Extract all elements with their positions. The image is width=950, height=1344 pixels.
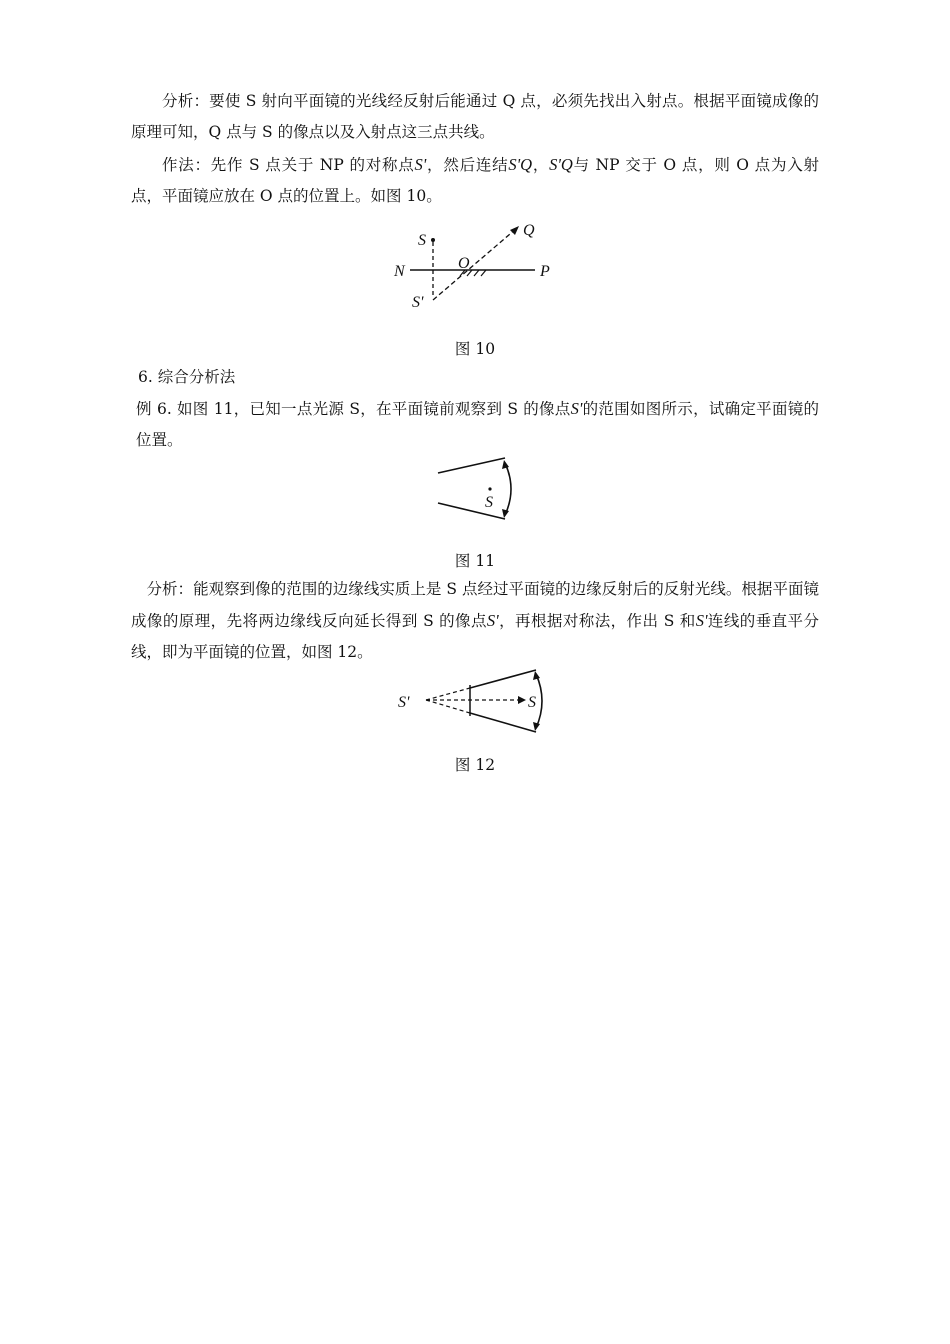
label-s-fig11: S <box>485 494 493 511</box>
edge-top-fig12 <box>470 670 536 688</box>
arc-arrow-bottom <box>502 509 509 518</box>
example-text-a: 例 6. 如图 11，已知一点光源 S，在平面镜前观察到 S 的像点 <box>136 400 571 418</box>
symbol-s-prime-an-2: S' <box>695 611 708 630</box>
analysis2-text-c: 连线的垂直平分线，即为平面镜的位置，如图 12。 <box>131 612 819 661</box>
figure-10-diagram <box>390 218 560 313</box>
mirror-hatch-4 <box>481 270 486 276</box>
method-paragraph <box>131 149 819 212</box>
analysis-paragraph-1: 分析：要使 S 射向平面镜的光线经反射后能通过 Q 点，必须先找出入射点。根据平面镜成像的原理可知，Q 点与 S 的像点以及入射点这三点共线。 <box>131 92 819 141</box>
figure-10-caption: 图 10 <box>454 340 496 358</box>
mirror-hatch-3 <box>474 270 479 276</box>
section-heading-6: 6. 综合分析法 <box>138 368 236 386</box>
symbol-s-prime-q-2: S'Q <box>549 155 573 174</box>
label-n: N <box>394 263 405 280</box>
symbol-s-prime-q: S'Q <box>508 155 533 174</box>
point-s-fig11 <box>488 487 491 490</box>
symbol-s-prime-an: S' <box>486 611 499 630</box>
edge-bottom-fig12 <box>470 713 536 732</box>
axis-arrowhead <box>518 696 526 704</box>
label-p: P <box>540 263 550 280</box>
label-s-fig12: S <box>528 694 536 711</box>
label-s-prime: S' <box>412 294 424 311</box>
edge-line-bottom <box>438 503 505 519</box>
method-text-c: ， <box>532 156 550 174</box>
figure-12-diagram <box>398 665 553 737</box>
example-text-b: 的范围如图所示，试确定平面镜的位置。 <box>136 400 819 449</box>
method-text-d: 与 NP 交于 O 点，则 O 点为入射点，平面镜应放在 O 点的位置上。如图 10。 <box>131 156 819 205</box>
symbol-s-prime: S' <box>414 155 427 174</box>
dash-lower <box>426 700 470 713</box>
analysis-paragraph-2 <box>131 574 819 668</box>
label-s: S <box>418 232 426 249</box>
point-s <box>431 238 435 242</box>
arc-arrow-top-fig12 <box>533 671 540 680</box>
range-arc-fig12 <box>536 674 542 728</box>
analysis2-text-b: ，再根据对称法，作出 S 和 <box>498 612 696 630</box>
figure-11-diagram <box>435 455 525 525</box>
example-6-paragraph <box>136 393 819 456</box>
range-arc <box>505 463 511 515</box>
figure-11-caption: 图 11 <box>454 552 496 570</box>
label-o: O <box>458 255 470 272</box>
edge-line-top <box>438 458 505 473</box>
label-s-prime-fig12: S' <box>398 694 410 711</box>
analysis2-text-a: 分析：能观察到像的范围的边缘线实质上是 S 点经过平面镜的边缘反射后的反射光线。根据平面镜成像的原理，先将两边缘线反向延长得到 S 的像点 <box>131 580 819 630</box>
method-text-b: ，然后连结 <box>426 156 509 174</box>
arc-arrow-top <box>502 460 509 469</box>
label-q: Q <box>523 222 535 239</box>
method-text-a: 作法：先作 S 点关于 NP 的对称点 <box>162 156 415 174</box>
arc-arrow-bottom-fig12 <box>533 722 540 731</box>
dash-upper <box>426 688 470 700</box>
symbol-s-prime-ex: S' <box>570 399 583 418</box>
arrowhead-q <box>510 226 519 235</box>
s-prime-to-q-dashed <box>433 228 517 300</box>
figure-12-caption: 图 12 <box>454 756 496 774</box>
